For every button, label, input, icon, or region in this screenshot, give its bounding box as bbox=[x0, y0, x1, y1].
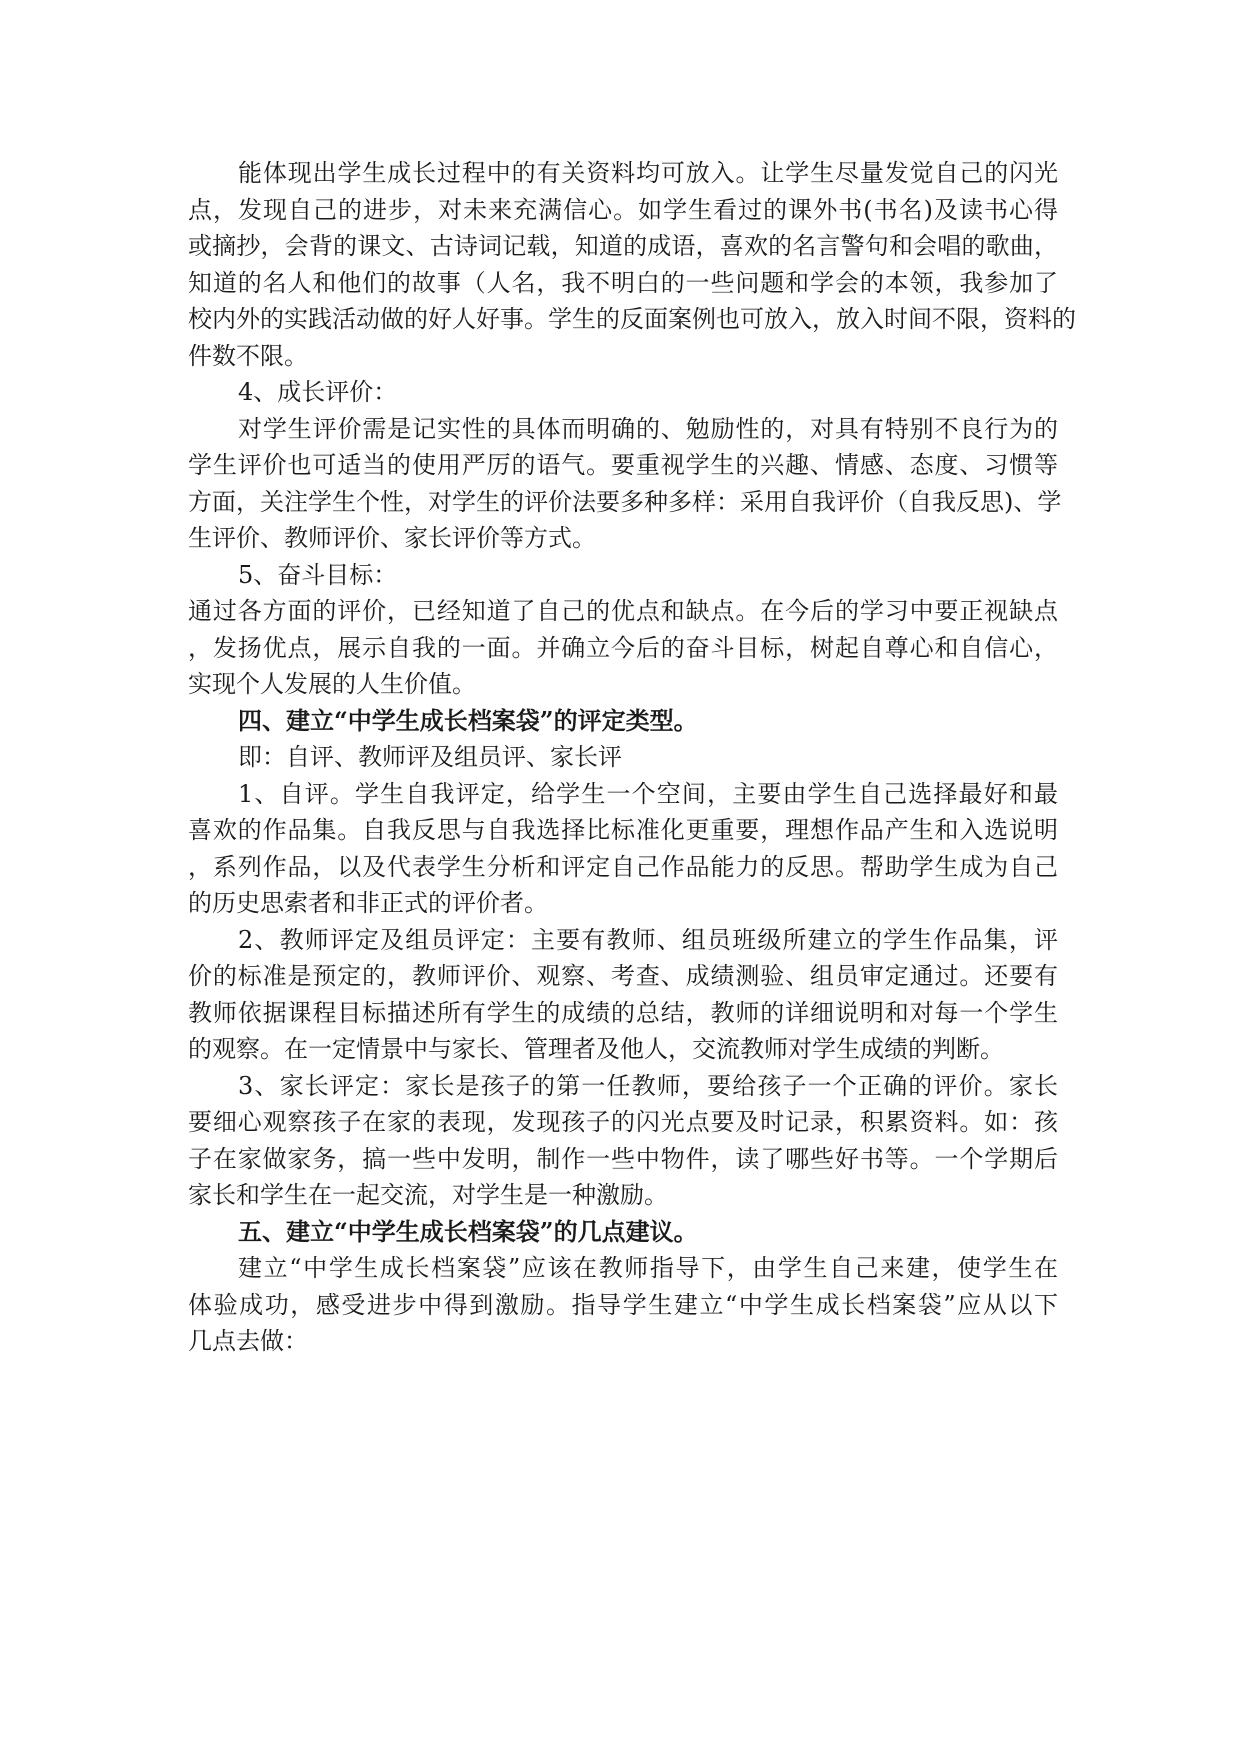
text-line: 家长和学生在一起交流，对学生是一种激励。 bbox=[188, 1181, 668, 1209]
text-line: 对学生评价需是记实性的具体而明确的、勉励性的，对具有特别不良行为的 bbox=[238, 414, 1058, 443]
text-line: 学生评价也可适当的使用严厉的语气。要重视学生的兴趣、情感、态度、习惯等 bbox=[188, 451, 1058, 479]
text-line: 4、成长评价： bbox=[238, 378, 398, 406]
text-line: 能体现出学生成长过程中的有关资料均可放入。让学生尽量发觉自己的闪光 bbox=[238, 159, 1058, 187]
text-line: 校内外的实践活动做的好人好事。学生的反面案例也可放入，放入时间不限，资料的 bbox=[188, 305, 1076, 333]
text-line: 教师依据课程目标描述所有学生的成绩的总结，教师的详细说明和对每一个学生 bbox=[188, 998, 1058, 1027]
text-line: 价的标准是预定的，教师评价、观察、考查、成绩测验、组员审定通过。还要有 bbox=[188, 962, 1058, 990]
text-line: 或摘抄，会背的课文、古诗词记载，知道的成语，喜欢的名言警句和会唱的歌曲， bbox=[188, 232, 1058, 260]
text-line: 生评价、教师评价、家长评价等方式。 bbox=[188, 524, 596, 552]
paragraph bbox=[188, 374, 1058, 411]
text-line: 3、家长评定：家长是孩子的第一任教师，要给孩子一个正确的评价。家长 bbox=[238, 1071, 1058, 1100]
text-line: 1、自评。学生自我评定，给学生一个空间，主要由学生自己选择最好和最 bbox=[238, 779, 1058, 808]
text-line: 件数不限。 bbox=[188, 341, 308, 370]
text-line: 2、教师评定及组员评定：主要有教师、组员班级所建立的学生作品集，评 bbox=[238, 925, 1058, 954]
text-line: 建立“中学生成长档案袋”应该在教师指导下，由学生自己来建，使学生在 bbox=[238, 1254, 1058, 1282]
text-line: 5、奋斗目标： bbox=[238, 560, 398, 589]
section-heading bbox=[188, 703, 1058, 740]
text-line: 点，发现自己的进步，对未来充满信心。如学生看过的课外书(书名)及读书心得 bbox=[188, 195, 1058, 224]
text-line: 即：自评、教师评及组员评、家长评 bbox=[238, 743, 622, 771]
text-line: ，系列作品，以及代表学生分析和评定自己作品能力的反思。帮助学生成为自己 bbox=[188, 852, 1058, 881]
text-line: 方面，关注学生个性，对学生的评价法要多种多样：采用自我评价（自我反思)、学 bbox=[188, 487, 1062, 516]
text-line: 要细心观察孩子在家的表现，发现孩子的闪光点要及时记录，积累资料。如：孩 bbox=[188, 1108, 1058, 1136]
paragraph bbox=[188, 776, 1058, 922]
paragraph bbox=[188, 557, 1058, 594]
text-line: 子在家做家务，搞一些中发明，制作一些中物件，读了哪些好书等。一个学期后 bbox=[188, 1144, 1058, 1173]
text-line: 的观察。在一定情景中与家长、管理者及他人，交流教师对学生成绩的判断。 bbox=[188, 1035, 1004, 1063]
text-line: 实现个人发展的人生价值。 bbox=[188, 670, 476, 698]
paragraph bbox=[188, 155, 1076, 374]
section-heading bbox=[188, 1214, 1058, 1251]
paragraph bbox=[188, 593, 1058, 703]
paragraph bbox=[188, 1068, 1058, 1214]
text-line: 几点去做： bbox=[188, 1327, 308, 1355]
text-line: 知道的名人和他们的故事（人名，我不明白的一些问题和学会的本领，我参加了 bbox=[188, 268, 1058, 297]
paragraph bbox=[188, 739, 1058, 776]
paragraph bbox=[188, 411, 1062, 557]
text-line: 通过各方面的评价，已经知道了自己的优点和缺点。在今后的学习中要正视缺点 bbox=[188, 597, 1058, 625]
paragraph bbox=[188, 1250, 1058, 1360]
text-line: 体验成功，感受进步中得到激励。指导学生建立“中学生成长档案袋”应从以下 bbox=[188, 1290, 1058, 1319]
document-body bbox=[188, 155, 1076, 1360]
text-line: ，发扬优点，展示自我的一面。并确立今后的奋斗目标，树起自尊心和自信心， bbox=[188, 633, 1058, 662]
text-line: 五、建立“中学生成长档案袋”的几点建议。 bbox=[238, 1216, 698, 1246]
text-line: 四、建立“中学生成长档案袋”的评定类型。 bbox=[238, 705, 698, 735]
paragraph bbox=[188, 922, 1058, 1068]
text-line: 喜欢的作品集。自我反思与自我选择比标准化更重要，理想作品产生和入选说明 bbox=[188, 816, 1058, 844]
text-line: 的历史思索者和非正式的评价者。 bbox=[188, 889, 548, 917]
